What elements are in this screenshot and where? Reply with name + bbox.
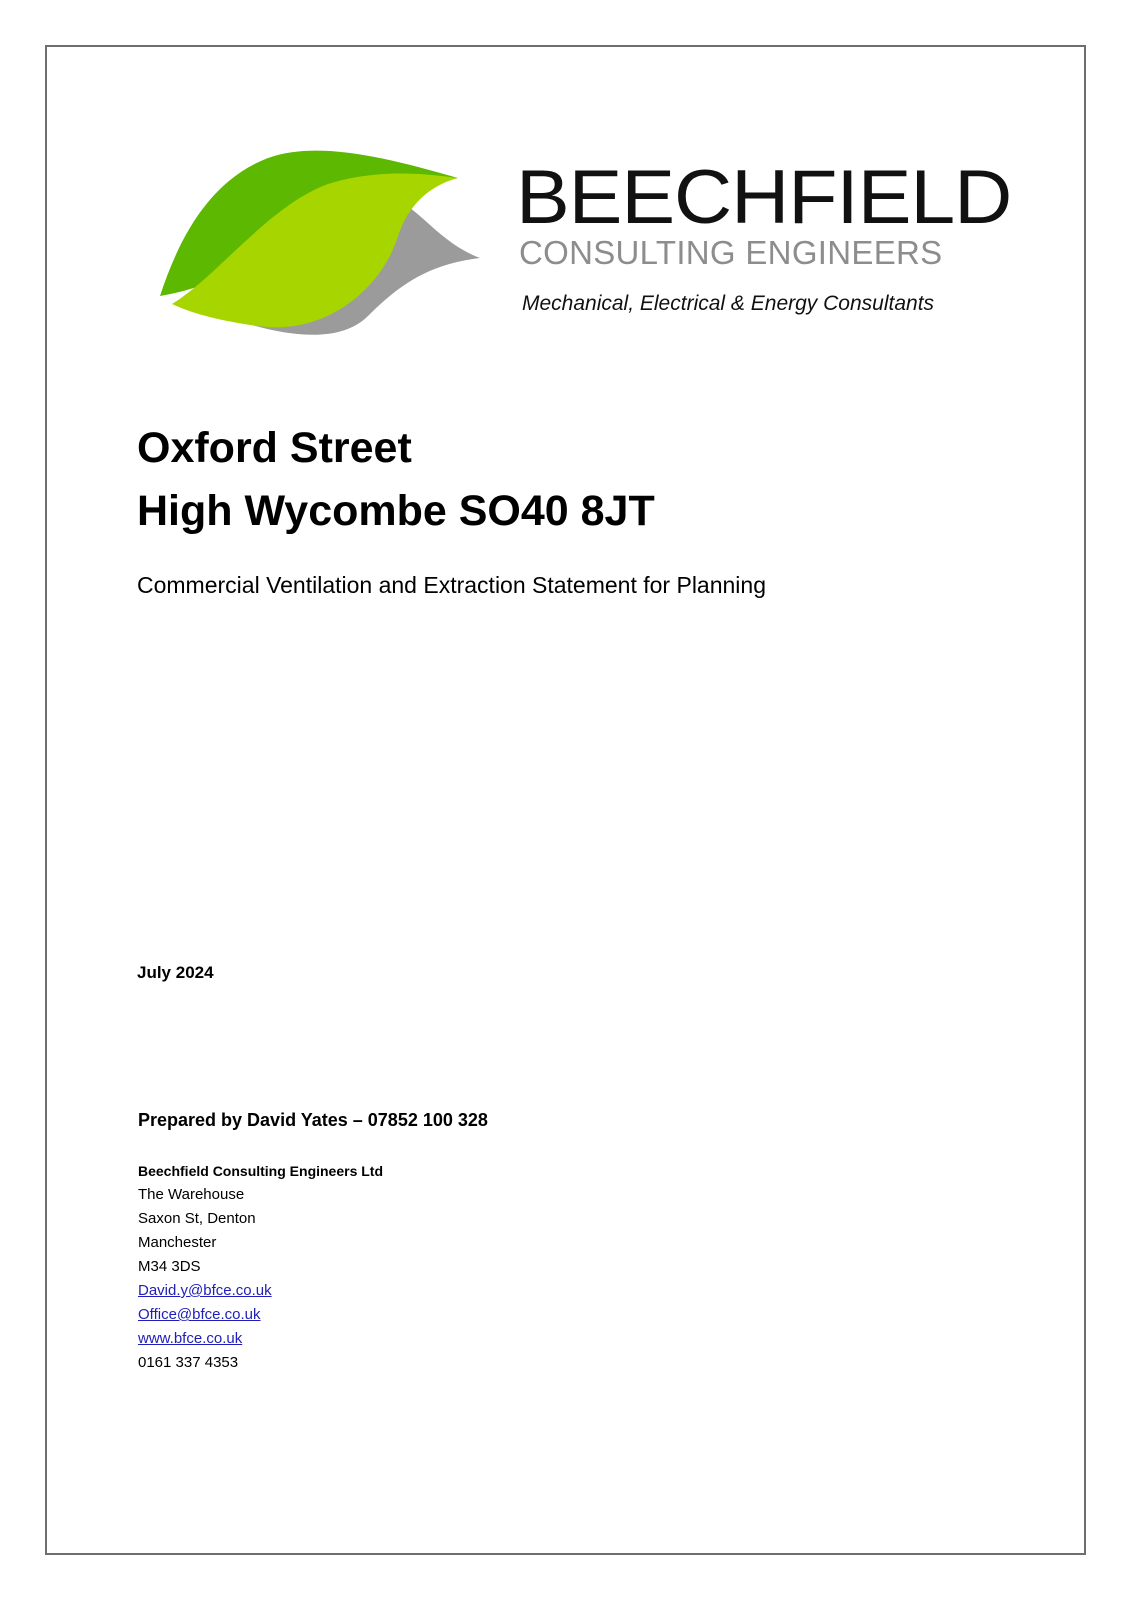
leaf-logo-icon bbox=[158, 146, 490, 342]
address-line: M34 3DS bbox=[138, 1258, 201, 1275]
address-line: Manchester bbox=[138, 1234, 217, 1251]
address-line: Saxon St, Denton bbox=[138, 1210, 256, 1227]
company-name: Beechfield Consulting Engineers Ltd bbox=[138, 1163, 384, 1179]
website-link[interactable]: www.bfce.co.uk bbox=[138, 1330, 243, 1347]
email-link-office[interactable]: Office@bfce.co.uk bbox=[138, 1306, 261, 1323]
brand-tagline: Mechanical, Electrical & Energy Consultants bbox=[522, 292, 935, 315]
phone-number: 0161 337 4353 bbox=[138, 1354, 239, 1371]
address-line: The Warehouse bbox=[138, 1186, 245, 1203]
brand-name: BEECHFIELD bbox=[516, 155, 1012, 240]
brand-subtitle: CONSULTING ENGINEERS bbox=[519, 234, 943, 271]
prepared-by: Prepared by David Yates – 07852 100 328 bbox=[138, 1110, 488, 1130]
document-subtitle: Commercial Ventilation and Extraction Statement for Planning bbox=[137, 572, 766, 598]
document-title-line-2: High Wycombe SO40 8JT bbox=[137, 487, 655, 535]
document-date: July 2024 bbox=[137, 963, 214, 982]
email-link-david[interactable]: David.y@bfce.co.uk bbox=[138, 1282, 272, 1299]
document-title-line-1: Oxford Street bbox=[137, 424, 412, 472]
contact-block bbox=[138, 1159, 383, 1375]
